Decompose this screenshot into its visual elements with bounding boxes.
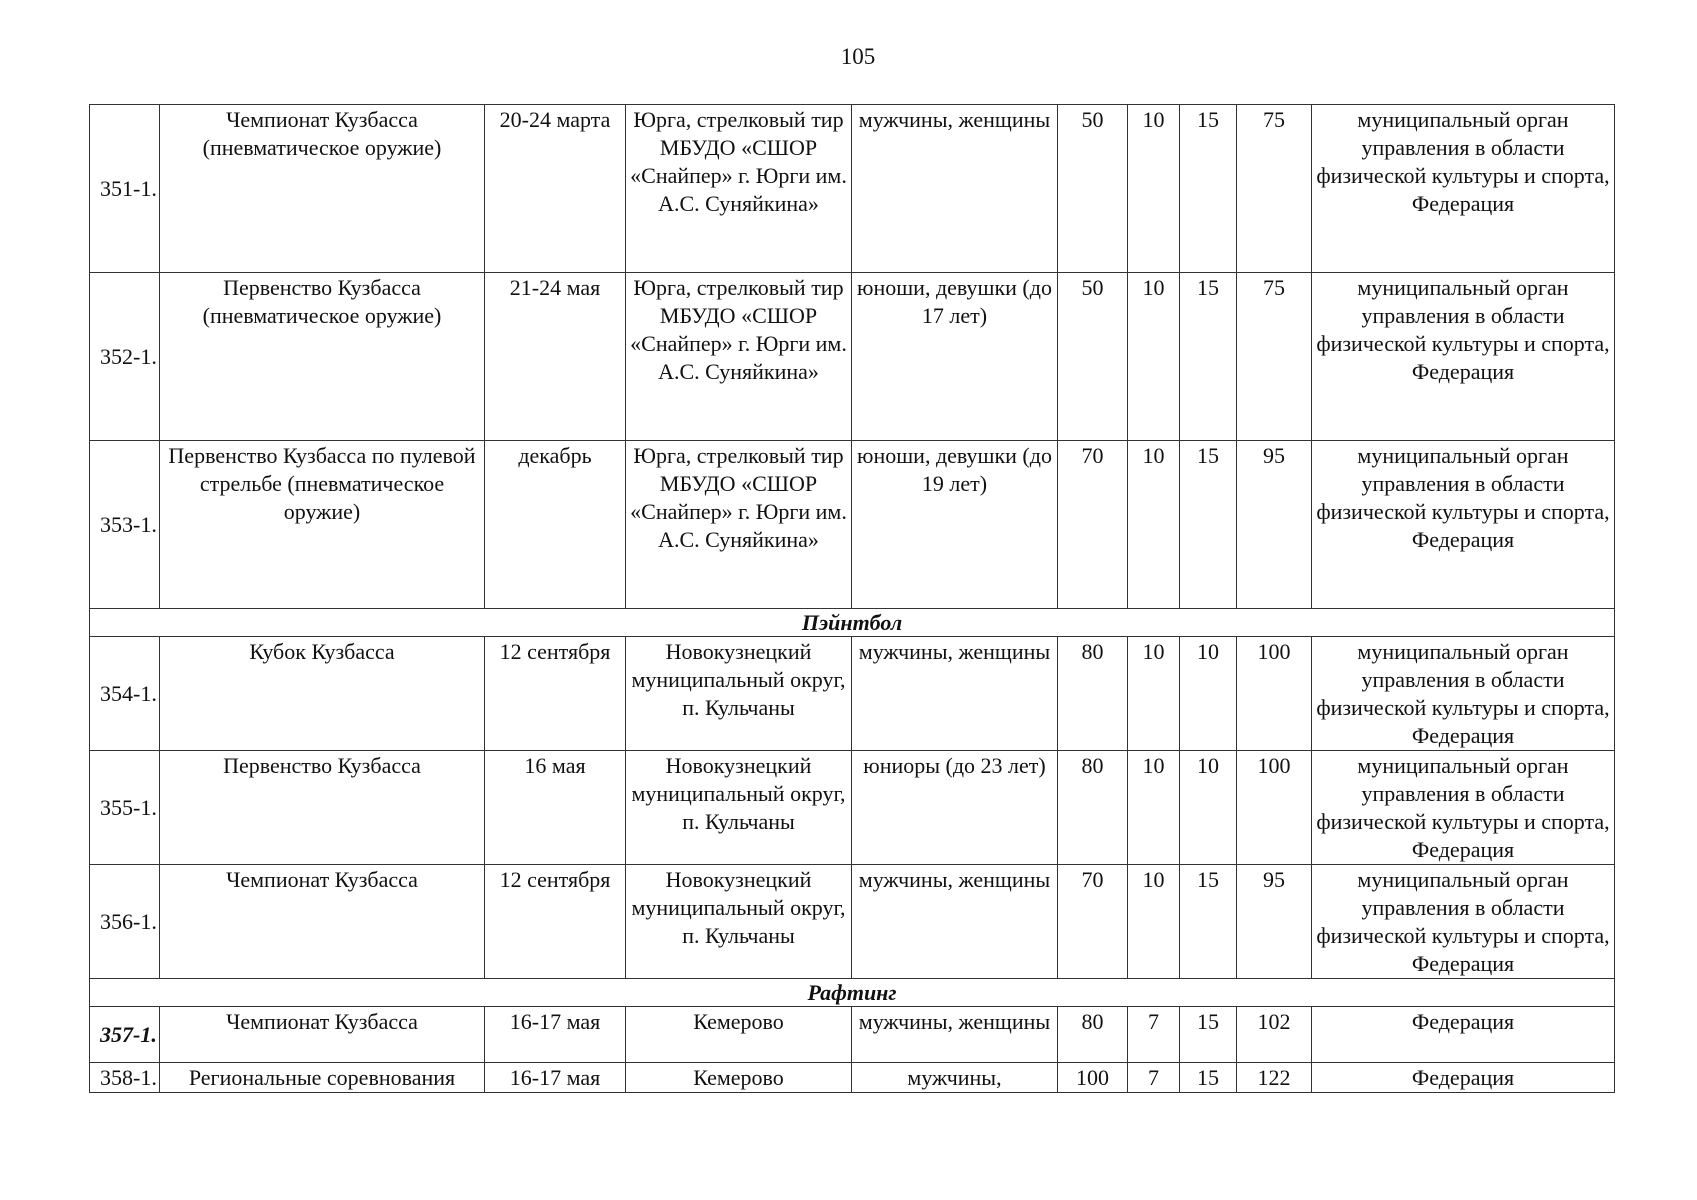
count-1: 70 [1058,865,1128,979]
count-2: 7 [1128,1007,1180,1063]
events-table [89,104,1615,1093]
count-3: 15 [1180,441,1237,609]
count-total: 100 [1237,637,1312,751]
event-participants: мужчины, женщины [852,637,1058,751]
event-name: Чемпионат Кузбасса [160,865,485,979]
event-date: 16-17 мая [485,1007,626,1063]
count-total: 100 [1237,751,1312,865]
event-place: Новокузнецкий муниципальный округ, п. Кульчаны [626,751,852,865]
event-date: 21-24 мая [485,273,626,441]
event-name: Чемпионат Кузбасса (пневматическое оружие) [160,105,485,273]
event-name: Чемпионат Кузбасса [160,1007,485,1063]
section-row [90,979,1615,1007]
count-1: 80 [1058,637,1128,751]
event-name: Кубок Кузбасса [160,637,485,751]
event-date: 12 сентября [485,865,626,979]
table-row [90,1063,1615,1093]
count-1: 100 [1058,1063,1128,1093]
event-place: Юрга, стрелковый тир МБУДО «СШОР «Снайпер» г. Юрги им. А.С. Суняйкина» [626,273,852,441]
event-participants: юноши, девушки (до 19 лет) [852,441,1058,609]
count-1: 50 [1058,273,1128,441]
count-3: 10 [1180,637,1237,751]
count-3: 10 [1180,751,1237,865]
section-row [90,609,1615,637]
count-2: 10 [1128,273,1180,441]
row-number: 354-1. [90,637,160,751]
count-total: 122 [1237,1063,1312,1093]
event-place: Кемерово [626,1063,852,1093]
row-number: 356-1. [90,865,160,979]
event-place: Новокузнецкий муниципальный округ, п. Кульчаны [626,865,852,979]
event-organizer: муниципальный орган управления в области физической культуры и спорта, Федерация [1312,865,1615,979]
event-name: Первенство Кузбасса [160,751,485,865]
count-total: 95 [1237,441,1312,609]
event-date: 16-17 мая [485,1063,626,1093]
row-number: 353-1. [90,441,160,609]
event-participants: мужчины, женщины [852,865,1058,979]
table-row [90,637,1615,751]
event-organizer: муниципальный орган управления в области физической культуры и спорта, Федерация [1312,441,1615,609]
count-3: 15 [1180,865,1237,979]
count-2: 10 [1128,751,1180,865]
section-title: Пэйнтбол [90,609,1615,637]
event-date: декабрь [485,441,626,609]
event-name: Региональные соревнования [160,1063,485,1093]
count-total: 95 [1237,865,1312,979]
row-number: 352-1. [90,273,160,441]
count-1: 80 [1058,751,1128,865]
row-number: 357-1. [90,1007,160,1063]
event-organizer: муниципальный орган управления в области физической культуры и спорта, Федерация [1312,751,1615,865]
table-row [90,865,1615,979]
count-3: 15 [1180,273,1237,441]
count-total: 75 [1237,105,1312,273]
event-place: Юрга, стрелковый тир МБУДО «СШОР «Снайпер» г. Юрги им. А.С. Суняйкина» [626,441,852,609]
count-3: 15 [1180,105,1237,273]
event-organizer: муниципальный орган управления в области физической культуры и спорта, Федерация [1312,105,1615,273]
event-organizer: муниципальный орган управления в области физической культуры и спорта, Федерация [1312,273,1615,441]
count-3: 15 [1180,1063,1237,1093]
count-2: 10 [1128,441,1180,609]
page-number: 105 [840,44,876,69]
event-date: 12 сентября [485,637,626,751]
row-number: 355-1. [90,751,160,865]
event-participants: мужчины, [852,1063,1058,1093]
event-name: Первенство Кузбасса по пулевой стрельбе (пневматическое оружие) [160,441,485,609]
count-2: 10 [1128,865,1180,979]
table-row [90,441,1615,609]
row-number: 351-1. [90,105,160,273]
count-1: 50 [1058,105,1128,273]
count-1: 70 [1058,441,1128,609]
event-date: 20-24 марта [485,105,626,273]
event-name: Первенство Кузбасса (пневматическое оружие) [160,273,485,441]
event-participants: юноши, девушки (до 17 лет) [852,273,1058,441]
count-total: 75 [1237,273,1312,441]
section-title: Рафтинг [90,979,1615,1007]
row-number: 358-1. [90,1063,160,1093]
count-2: 10 [1128,105,1180,273]
count-3: 15 [1180,1007,1237,1063]
count-total: 102 [1237,1007,1312,1063]
event-place: Новокузнецкий муниципальный округ, п. Кульчаны [626,637,852,751]
event-place: Юрга, стрелковый тир МБУДО «СШОР «Снайпер» г. Юрги им. А.С. Суняйкина» [626,105,852,273]
event-organizer: Федерация [1312,1063,1615,1093]
table-row [90,105,1615,273]
event-participants: мужчины, женщины [852,105,1058,273]
table-row [90,273,1615,441]
count-2: 10 [1128,637,1180,751]
count-1: 80 [1058,1007,1128,1063]
table-row [90,751,1615,865]
event-place: Кемерово [626,1007,852,1063]
event-organizer: Федерация [1312,1007,1615,1063]
event-participants: юниоры (до 23 лет) [852,751,1058,865]
table-row [90,1007,1615,1063]
count-2: 7 [1128,1063,1180,1093]
event-organizer: муниципальный орган управления в области физической культуры и спорта, Федерация [1312,637,1615,751]
event-participants: мужчины, женщины [852,1007,1058,1063]
event-date: 16 мая [485,751,626,865]
